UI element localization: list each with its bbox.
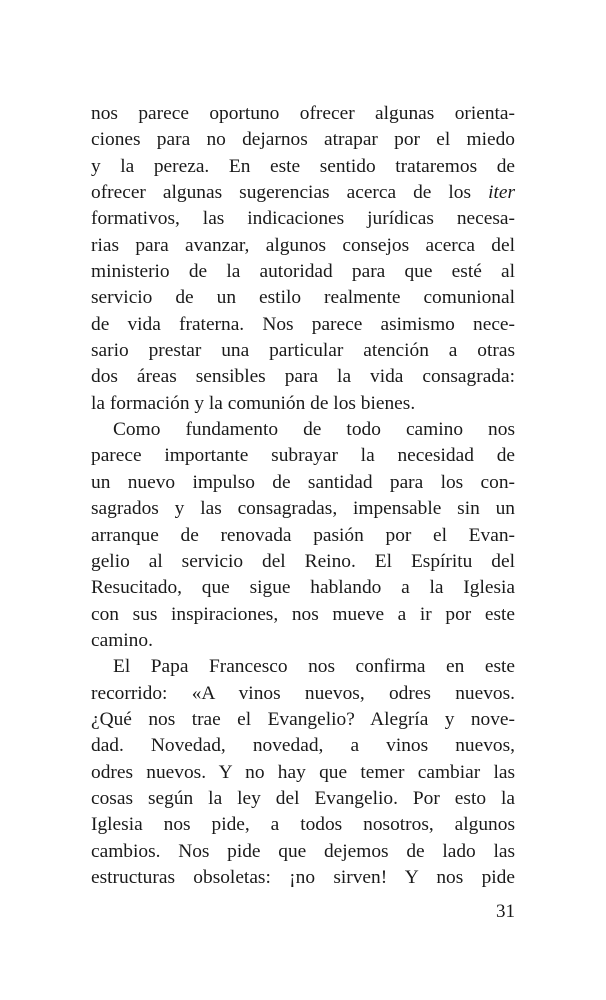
text-line: cambios. Nos pide que dejemos de lado las (91, 840, 515, 862)
text-line: ciones para no dejarnos atrapar por el miedo (91, 129, 515, 151)
text-line: recorrido: «A vinos nuevos, odres nuevos. (91, 682, 515, 704)
text-line: Resucitado, que sigue hablando a la Iglesia (91, 577, 515, 599)
text-line: camino. (91, 629, 153, 651)
text-line: arranque de renovada pasión por el Evan- (91, 524, 515, 546)
page-number: 31 (496, 901, 515, 922)
text-line: con sus inspiraciones, nos mueve a ir por este (91, 603, 515, 625)
text-line: y la pereza. En este sentido trataremos de (91, 155, 515, 177)
text-line: Iglesia nos pide, a todos nosotros, algunos (91, 814, 515, 836)
text-line: de vida fraterna. Nos parece asimismo nece- (91, 313, 515, 335)
text-line: estructuras obsoletas: ¡no sirven! Y nos pide (91, 866, 515, 888)
text-line: un nuevo impulso de santidad para los con- (91, 471, 515, 493)
text-line: servicio de un estilo realmente comunional (91, 287, 515, 309)
text-line: odres nuevos. Y no hay que temer cambiar las (91, 761, 515, 783)
text-line: parece importante subrayar la necesidad de (91, 445, 515, 467)
text-line: sagrados y las consagradas, impensable sin un (91, 498, 515, 520)
text-line: rias para avanzar, algunos consejos acerca del (91, 234, 515, 256)
italic-term: iter (488, 182, 515, 204)
text-line: El Papa Francesco nos confirma en este (113, 656, 515, 678)
text-line: ministerio de la autoridad para que esté al (91, 261, 515, 283)
text-line: Como fundamento de todo camino nos (113, 419, 515, 441)
text-line: sario prestar una particular atención a otras (91, 340, 515, 362)
text-line: la formación y la comunión de los bienes. (91, 392, 416, 414)
text-line: dos áreas sensibles para la vida consagrada: (91, 366, 515, 388)
text-line: ofrecer algunas sugerencias acerca de los iter (91, 182, 515, 204)
text-line: dad. Novedad, novedad, a vinos nuevos, (91, 735, 515, 757)
text-line: ¿Qué nos trae el Evangelio? Alegría y nove- (91, 708, 515, 730)
text-line: nos parece oportuno ofrecer algunas orienta- (91, 103, 515, 124)
text-line: formativos, las indicaciones jurídicas necesa- (91, 208, 515, 230)
text-line: cosas según la ley del Evangelio. Por esto la (91, 787, 515, 809)
text-line: gelio al servicio del Reino. El Espíritu del (91, 550, 515, 572)
body-text (91, 101, 515, 891)
